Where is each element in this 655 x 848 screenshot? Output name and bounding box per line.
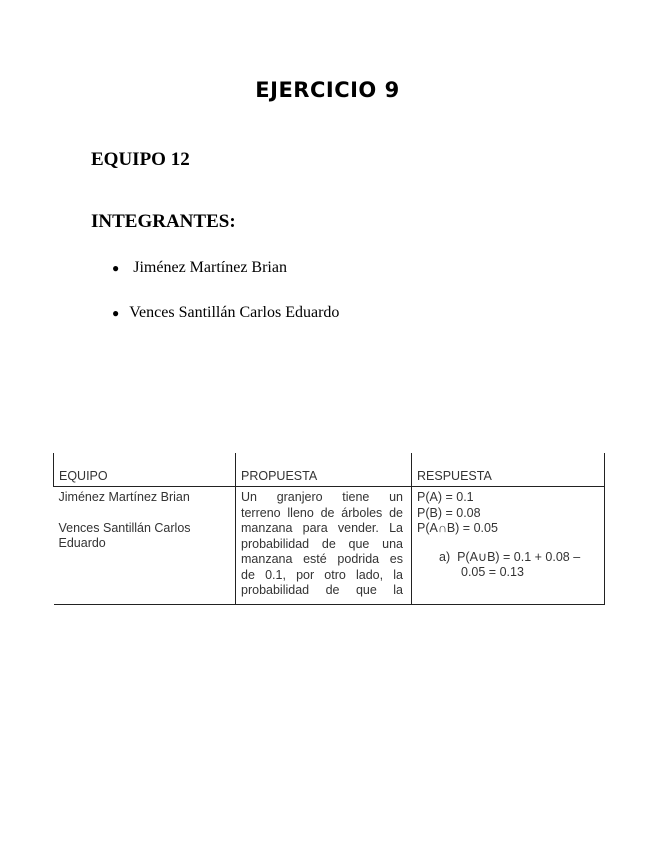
table-row [54,487,605,605]
bullet-icon: ● [112,305,120,320]
team-heading: EQUIPO 12 [91,149,190,170]
answer-item-continuation: 0.05 = 0.13 [461,565,524,579]
table-header-row [54,453,605,487]
proposal-line: manzana esté podrida es [241,552,403,566]
proposal-line: terreno lleno de árboles de [241,505,403,520]
answer-cell [412,487,605,605]
column-header-proposal: PROPUESTA [236,453,412,487]
proposal-line: probabilidad de que una [241,536,403,551]
column-header-answer: RESPUESTA [412,453,605,487]
answer-line: P(A) = 0.1 [417,490,474,504]
team-member: Vences Santillán Carlos Eduardo [58,520,191,550]
member-item [112,304,339,322]
team-member: Jiménez Martínez Brian [58,490,190,504]
answer-line: P(A∩B) = 0.05 [417,521,498,535]
proposal-cell [236,487,412,605]
column-header-team: EQUIPO [54,453,236,487]
member-item [112,259,287,277]
answer-item-line: P(A∪B) = 0.1 + 0.08 – [457,549,581,564]
team-cell [54,487,236,605]
answer-item [417,550,599,566]
proposal-line: manzana para vender. La [241,521,403,535]
page-title: EJERCICIO 9 [255,78,400,102]
proposal-line: probabilidad de que la [241,583,403,597]
member-name: Vences Santillán Carlos Eduardo [129,304,340,321]
proposal-line: de 0.1, por otro lado, la [241,567,403,582]
exercise-table [53,453,605,605]
members-heading: INTEGRANTES: [91,211,236,232]
answer-item-label: a) [439,549,451,564]
bullet-icon: ● [112,260,120,275]
answer-line: P(B) = 0.08 [417,505,481,520]
proposal-line: Un granjero tiene un [241,490,403,504]
member-name: Jiménez Martínez Brian [133,259,287,276]
